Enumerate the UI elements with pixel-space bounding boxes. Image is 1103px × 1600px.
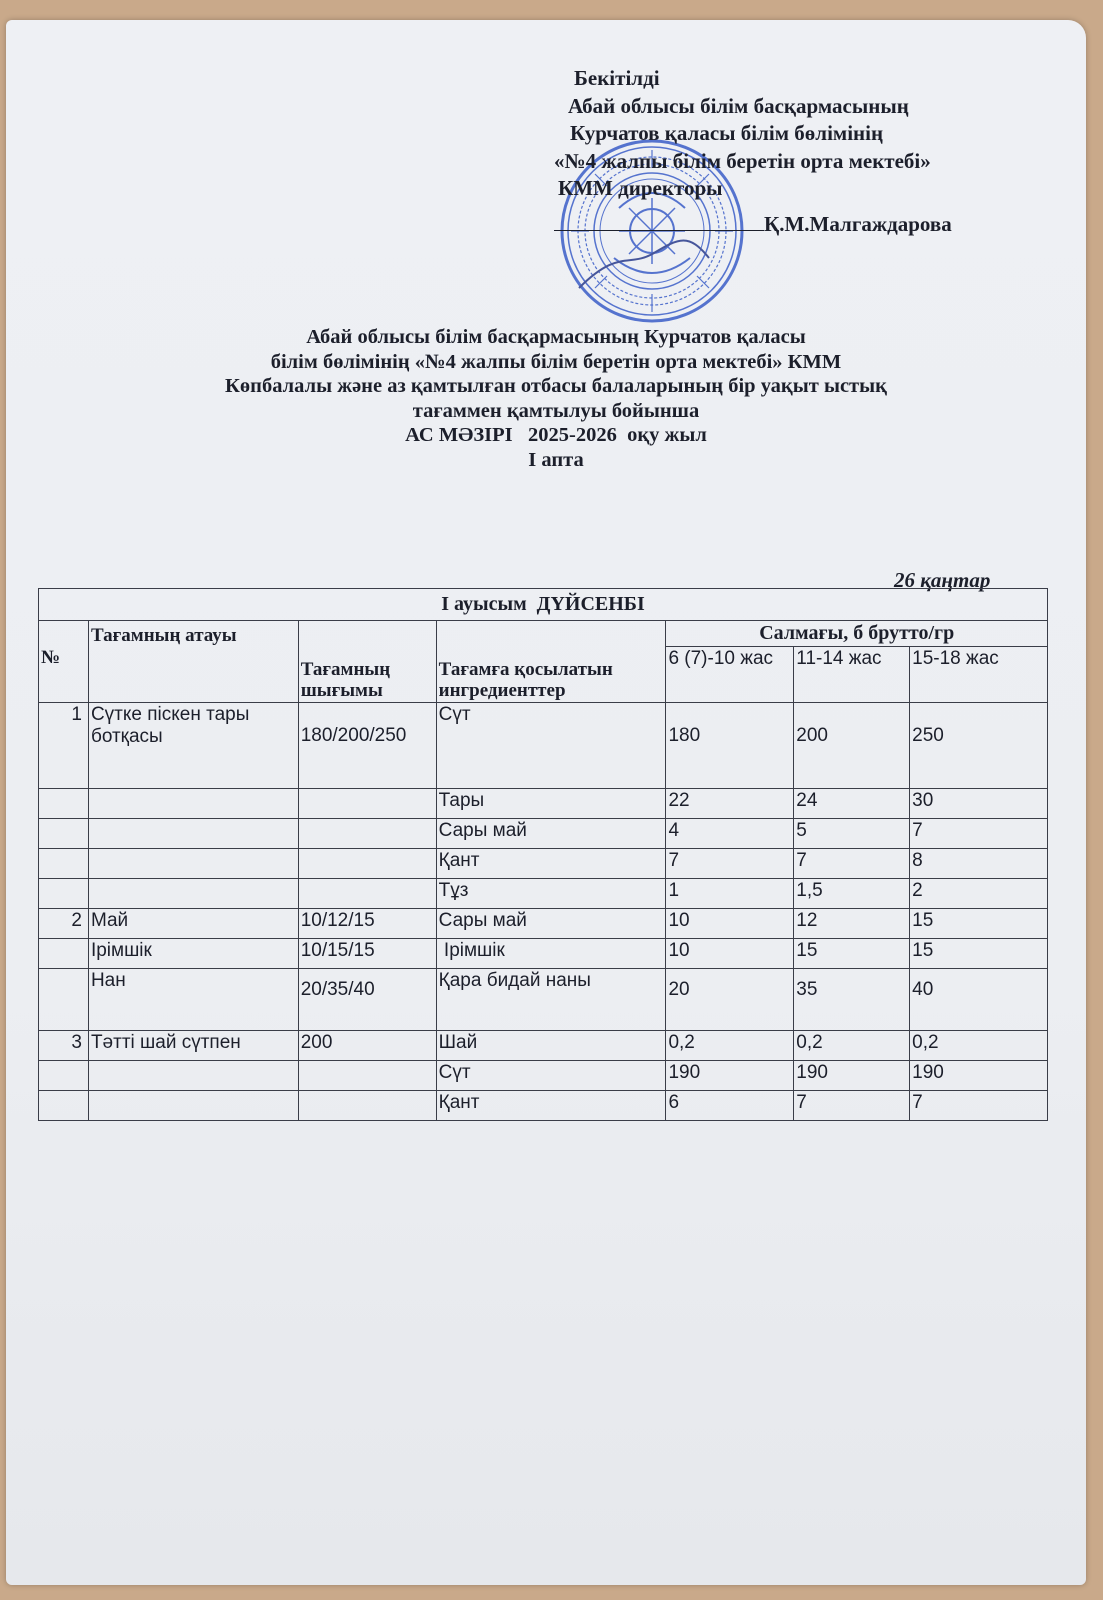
row-age1: 7 bbox=[666, 849, 794, 879]
approval-position-line: КММ директоры bbox=[558, 176, 723, 200]
table-row bbox=[39, 789, 1048, 819]
row-output bbox=[298, 819, 436, 849]
row-output: 20/35/40 bbox=[298, 969, 436, 1031]
row-num bbox=[39, 789, 89, 819]
row-age1: 20 bbox=[666, 969, 794, 1031]
row-age1: 190 bbox=[666, 1061, 794, 1091]
row-age2: 5 bbox=[794, 819, 910, 849]
header-age-15-18: 15-18 жас bbox=[910, 647, 1048, 703]
row-age2: 0,2 bbox=[794, 1031, 910, 1061]
row-age1: 6 bbox=[666, 1091, 794, 1121]
row-num: 3 bbox=[39, 1031, 89, 1061]
row-age2: 190 bbox=[794, 1061, 910, 1091]
row-age3: 190 bbox=[910, 1061, 1048, 1091]
title-line-3: Көпбалалы және аз қамтылған отбасы балаларының бір уақыт ыстық bbox=[225, 375, 887, 397]
row-age1: 10 bbox=[666, 909, 794, 939]
approval-block bbox=[554, 65, 1074, 238]
row-dish bbox=[88, 879, 298, 909]
row-dish bbox=[88, 849, 298, 879]
row-num bbox=[39, 879, 89, 909]
row-output bbox=[298, 789, 436, 819]
header-output: Тағамның шығымы bbox=[298, 621, 436, 703]
title-line-1: Абай облысы білім басқармасының Курчатов қаласы bbox=[306, 326, 806, 348]
title-line-6: І апта bbox=[528, 448, 584, 471]
row-age2: 12 bbox=[794, 909, 910, 939]
approval-signature-line bbox=[554, 211, 1074, 239]
row-ingredient: Сары май bbox=[436, 909, 666, 939]
row-output: 200 bbox=[298, 1031, 436, 1061]
row-output: 10/15/15 bbox=[298, 939, 436, 969]
header-num: № bbox=[39, 621, 89, 703]
shift-title: І ауысым ДҮЙСЕНБІ bbox=[39, 589, 1048, 621]
row-output bbox=[298, 849, 436, 879]
row-age3: 15 bbox=[910, 909, 1048, 939]
row-age3: 7 bbox=[910, 819, 1048, 849]
row-age1: 0,2 bbox=[666, 1031, 794, 1061]
row-ingredient: Сүт bbox=[436, 1061, 666, 1091]
signature-underline bbox=[554, 230, 764, 231]
row-num bbox=[39, 969, 89, 1031]
table-row bbox=[39, 819, 1048, 849]
row-age3: 30 bbox=[910, 789, 1048, 819]
row-age3: 8 bbox=[910, 849, 1048, 879]
row-num bbox=[39, 1061, 89, 1091]
row-dish: Ірімшік bbox=[88, 939, 298, 969]
row-output bbox=[298, 1061, 436, 1091]
row-output: 10/12/15 bbox=[298, 909, 436, 939]
row-ingredient: Тары bbox=[436, 789, 666, 819]
row-age1: 22 bbox=[666, 789, 794, 819]
row-dish bbox=[88, 789, 298, 819]
header-weight: Салмағы, б брутто/гр bbox=[666, 621, 1048, 647]
menu-date: 26 қаңтар bbox=[894, 568, 991, 592]
row-dish: Нан bbox=[88, 969, 298, 1031]
approval-dept-line: Курчатов қаласы білім бөлімінің bbox=[570, 121, 884, 145]
row-age2: 24 bbox=[794, 789, 910, 819]
row-num bbox=[39, 939, 89, 969]
approval-heading: Бекітілді bbox=[574, 66, 660, 90]
row-num bbox=[39, 819, 89, 849]
row-ingredient: Сүт bbox=[436, 703, 666, 789]
row-dish bbox=[88, 1061, 298, 1091]
row-age2: 35 bbox=[794, 969, 910, 1031]
row-age3: 0,2 bbox=[910, 1031, 1048, 1061]
approval-school-line: «№4 жалпы білім беретін орта мектебі» bbox=[554, 148, 931, 173]
title-line-2: білім бөлімінің «№4 жалпы білім беретін орта мектебі» КММ bbox=[270, 350, 842, 373]
table-row bbox=[39, 1061, 1048, 1091]
row-num: 1 bbox=[39, 703, 89, 789]
table-row bbox=[39, 1031, 1048, 1061]
table-row bbox=[39, 879, 1048, 909]
table-row bbox=[39, 909, 1048, 939]
header-row-1 bbox=[39, 621, 1048, 647]
row-age2: 7 bbox=[794, 1091, 910, 1121]
row-age3: 40 bbox=[910, 969, 1048, 1031]
row-ingredient: Қант bbox=[436, 1091, 666, 1121]
table-row bbox=[39, 939, 1048, 969]
menu-table bbox=[38, 588, 1048, 1121]
row-age3: 250 bbox=[910, 703, 1048, 789]
table-row bbox=[39, 1091, 1048, 1121]
row-age3: 15 bbox=[910, 939, 1048, 969]
row-age3: 2 bbox=[910, 879, 1048, 909]
title-line-4: тағаммен қамтылуы бойынша bbox=[412, 399, 700, 422]
row-dish: Май bbox=[88, 909, 298, 939]
approval-signer: Қ.М.Малгаждарова bbox=[764, 211, 952, 236]
row-num: 2 bbox=[39, 909, 89, 939]
row-age2: 1,5 bbox=[794, 879, 910, 909]
row-dish bbox=[88, 1091, 298, 1121]
row-num bbox=[39, 1091, 89, 1121]
row-ingredient: Сары май bbox=[436, 819, 666, 849]
table-row bbox=[39, 969, 1048, 1031]
header-ingredients: Тағамға қосылатын ингредиенттер bbox=[436, 621, 666, 703]
table-row bbox=[39, 849, 1048, 879]
row-age2: 7 bbox=[794, 849, 910, 879]
shift-row bbox=[39, 589, 1048, 621]
approval-org-line: Абай облысы білім басқармасының bbox=[568, 93, 909, 118]
row-ingredient: Қант bbox=[436, 849, 666, 879]
row-output bbox=[298, 1091, 436, 1121]
row-dish bbox=[88, 819, 298, 849]
row-ingredient: Қара бидай наны bbox=[436, 969, 666, 1031]
row-age1: 10 bbox=[666, 939, 794, 969]
row-age2: 15 bbox=[794, 939, 910, 969]
row-num bbox=[39, 849, 89, 879]
document-page bbox=[6, 20, 1086, 1585]
table-row bbox=[39, 703, 1048, 789]
row-age3: 7 bbox=[910, 1091, 1048, 1121]
row-age1: 1 bbox=[666, 879, 794, 909]
header-dish: Тағамның атауы bbox=[88, 621, 298, 703]
row-ingredient: Шай bbox=[436, 1031, 666, 1061]
header-age-6-10: 6 (7)-10 жас bbox=[666, 647, 794, 703]
row-age1: 4 bbox=[666, 819, 794, 849]
row-age1: 180 bbox=[666, 703, 794, 789]
row-output bbox=[298, 879, 436, 909]
row-age2: 200 bbox=[794, 703, 910, 789]
row-dish: Сүтке піскен тары ботқасы bbox=[88, 703, 298, 789]
header-age-11-14: 11-14 жас bbox=[794, 647, 910, 703]
title-line-5: АС МӘЗІРІ 2025-2026 оқу жыл bbox=[405, 424, 707, 446]
row-output: 180/200/250 bbox=[298, 703, 436, 789]
row-dish: Тәтті шай сүтпен bbox=[88, 1031, 298, 1061]
row-ingredient: Ірімшік bbox=[436, 939, 666, 969]
row-ingredient: Тұз bbox=[436, 879, 666, 909]
document-title bbox=[46, 325, 1066, 472]
